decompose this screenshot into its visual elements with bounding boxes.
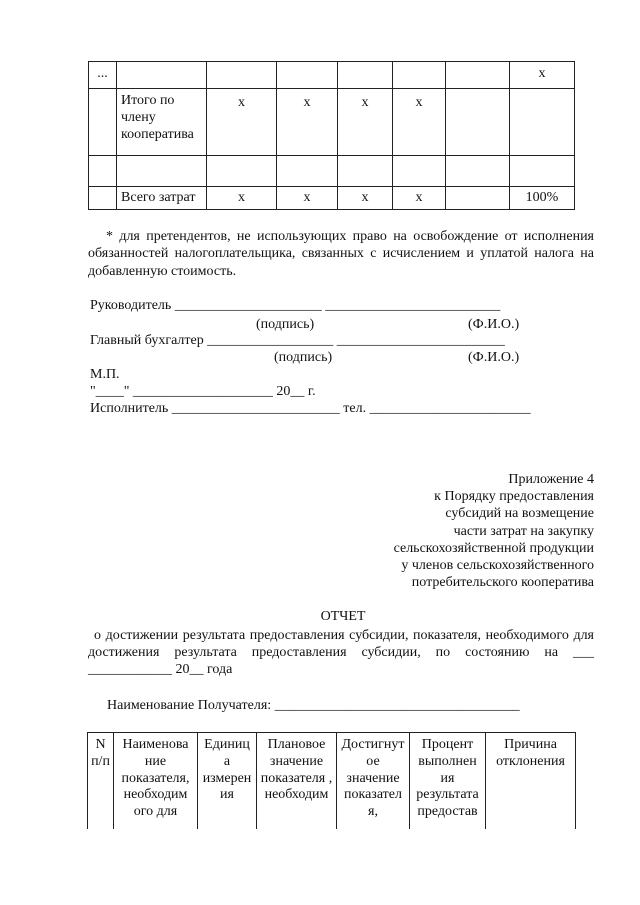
table-row bbox=[89, 187, 575, 210]
row-number bbox=[89, 187, 117, 210]
annex-header bbox=[394, 471, 594, 592]
row-number bbox=[89, 156, 117, 187]
table-cell: 100% bbox=[510, 187, 575, 210]
accountant-sign-caption: (подпись) bbox=[274, 350, 333, 365]
table-cell bbox=[510, 156, 575, 187]
table-row bbox=[89, 89, 575, 156]
table-cell: x bbox=[207, 89, 277, 156]
row-name bbox=[117, 62, 207, 89]
table-cell bbox=[207, 62, 277, 89]
annex-line: потребительского кооператива bbox=[411, 575, 594, 591]
report-title: ОТЧЕТ bbox=[320, 609, 366, 624]
row-name: Итого по члену кооператива bbox=[117, 89, 207, 156]
table-cell bbox=[446, 156, 510, 187]
accountant-signature-line: Главный бухгалтер __________________ ________________________ bbox=[90, 333, 505, 348]
table-cell bbox=[338, 62, 393, 89]
column-header: Наименова ние показателя, необходим ого для bbox=[114, 733, 198, 830]
table-cell bbox=[446, 62, 510, 89]
column-header: Процент выполнен ия результата предостав bbox=[410, 733, 486, 830]
table-cell bbox=[277, 156, 338, 187]
column-header: N п/п bbox=[88, 733, 114, 830]
table-cell bbox=[510, 89, 575, 156]
row-name bbox=[117, 156, 207, 187]
table-cell bbox=[277, 62, 338, 89]
report-table bbox=[87, 732, 576, 829]
head-signature-line: Руководитель _____________________ _________________________ bbox=[90, 298, 501, 313]
table-cell bbox=[338, 156, 393, 187]
table-cell bbox=[393, 156, 446, 187]
table-cell: x bbox=[338, 187, 393, 210]
annex-line: Приложение 4 bbox=[508, 472, 594, 487]
table-cell bbox=[446, 89, 510, 156]
date-line: "____" ____________________ 20__ г. bbox=[90, 384, 316, 399]
table-cell: x bbox=[277, 187, 338, 210]
table-cell bbox=[393, 62, 446, 89]
row-name: Всего затрат bbox=[117, 187, 207, 210]
column-header: Причина отклонения bbox=[486, 733, 576, 830]
annex-line: субсидий на возмещение bbox=[445, 506, 594, 522]
stamp-label: М.П. bbox=[90, 367, 120, 382]
expenses-table bbox=[88, 61, 575, 210]
annex-line: части затрат на закупку bbox=[453, 523, 594, 539]
table-cell: x bbox=[393, 187, 446, 210]
head-sign-caption: (подпись) bbox=[256, 317, 315, 332]
table-cell: x bbox=[207, 187, 277, 210]
table-cell: x bbox=[277, 89, 338, 156]
table-header-row bbox=[88, 733, 576, 830]
table-row bbox=[89, 62, 575, 89]
table-row bbox=[89, 156, 575, 187]
recipient-line: Наименование Получателя: ___________________________________ bbox=[107, 698, 520, 713]
table-cell bbox=[446, 187, 510, 210]
annex-line: к Порядку предоставления bbox=[434, 489, 594, 505]
row-number bbox=[89, 89, 117, 156]
footnote: * для претендентов, не использующих право на освобождение от исполнения обязанностей налогоплательщика, связанных с исчислением и уплатой налога на добавленную стоимость. bbox=[88, 229, 594, 279]
row-number: ... bbox=[89, 62, 117, 89]
table-cell bbox=[207, 156, 277, 187]
table-cell: x bbox=[510, 62, 575, 89]
accountant-name-caption: (Ф.И.О.) bbox=[468, 350, 520, 365]
table-cell: x bbox=[338, 89, 393, 156]
column-header: Единиц а измерен ия bbox=[198, 733, 257, 830]
column-header: Плановое значение показателя , необходим bbox=[257, 733, 337, 830]
column-header: Достигнут ое значение показател я, bbox=[337, 733, 410, 830]
annex-line: у членов сельскохозяйственного bbox=[401, 558, 594, 574]
table-cell: x bbox=[393, 89, 446, 156]
report-description: о достижении результата предоставления субсидии, показателя, необходимого для достижения результата предоставления субсидии, по состоянию на ___ ____________ 20__ года bbox=[88, 628, 594, 678]
annex-line: сельскохозяйственной продукции bbox=[393, 540, 594, 556]
head-name-caption: (Ф.И.О.) bbox=[468, 317, 520, 332]
executor-line: Исполнитель ________________________ тел. _______________________ bbox=[90, 401, 531, 416]
